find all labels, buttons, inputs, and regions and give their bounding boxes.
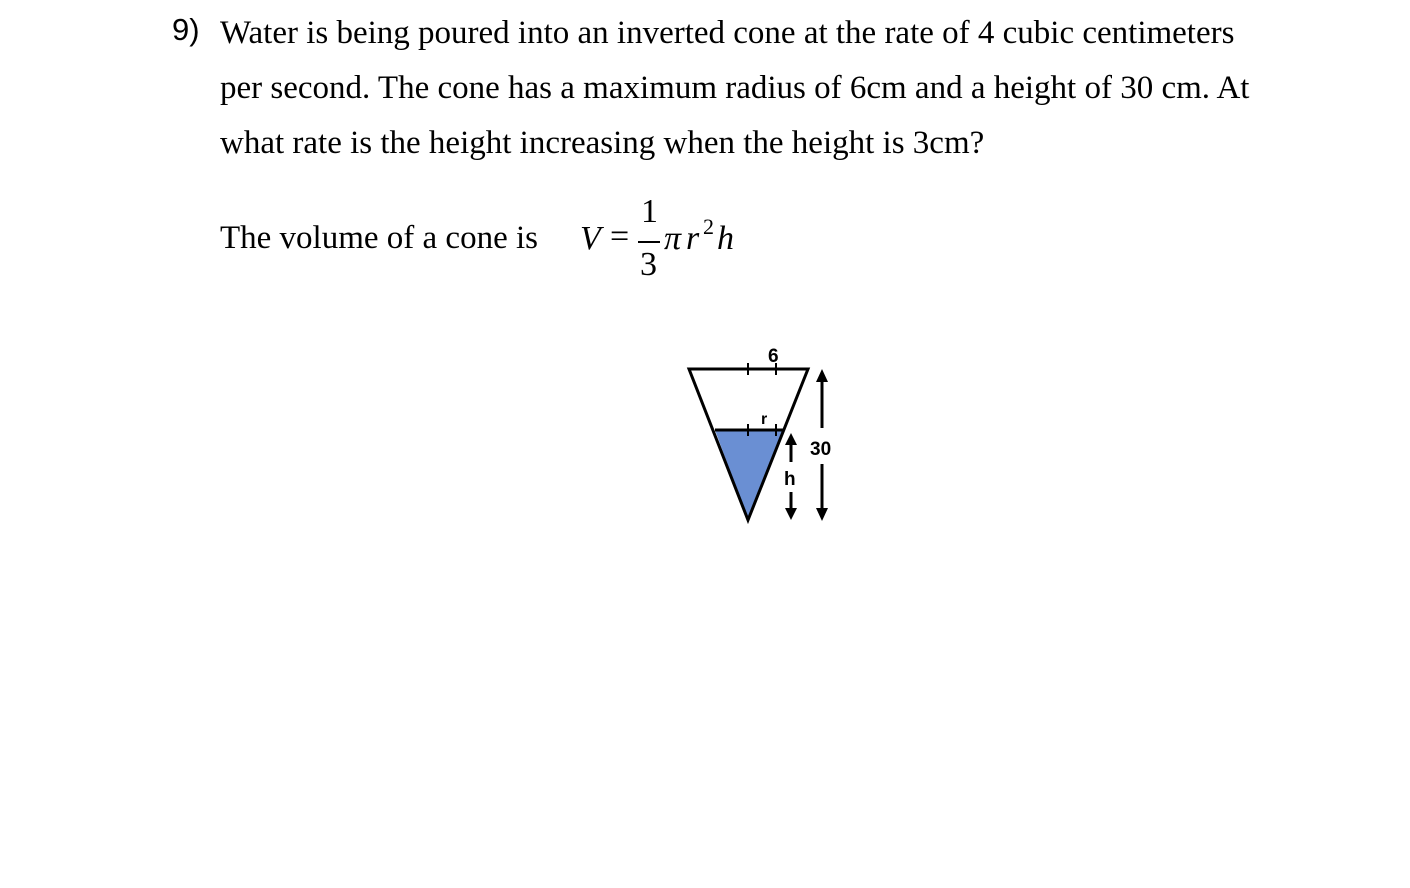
height-arrow-up-head — [785, 433, 797, 445]
problem-statement — [220, 6, 1350, 171]
total-height-label: 30 — [810, 439, 832, 460]
radius-label: r — [761, 411, 768, 428]
height-label: h — [784, 469, 796, 490]
formula-height: h — [717, 220, 734, 257]
formula-denominator: 3 — [640, 246, 657, 283]
volume-text: The volume of a cone is — [220, 220, 538, 256]
water-fill — [715, 430, 783, 520]
formula-numerator: 1 — [641, 193, 658, 230]
formula-exponent: 2 — [703, 214, 714, 239]
formula-radius: r — [686, 220, 700, 257]
cone-diagram — [680, 340, 850, 530]
height-arrow-down-head — [785, 508, 797, 520]
cone-volume-formula — [576, 190, 776, 290]
formula-pi: π — [664, 220, 682, 257]
formula-volume-symbol: V — [580, 220, 601, 257]
max-radius-label: 6 — [768, 346, 779, 367]
formula-equals: = — [610, 218, 630, 255]
problem-line: what rate is the height increasing when the height is 3cm? — [220, 125, 985, 161]
total-height-arrow-down-head — [816, 508, 828, 521]
fraction-bar — [638, 241, 660, 243]
problem-number: 9) — [172, 12, 200, 47]
total-height-arrow-up-head — [816, 369, 828, 382]
problem-line: Water is being poured into an inverted cone at the rate of 4 cubic centimeters — [220, 15, 1235, 51]
problem-line: per second. The cone has a maximum radius of 6cm and a height of 30 cm. At — [220, 70, 1250, 106]
